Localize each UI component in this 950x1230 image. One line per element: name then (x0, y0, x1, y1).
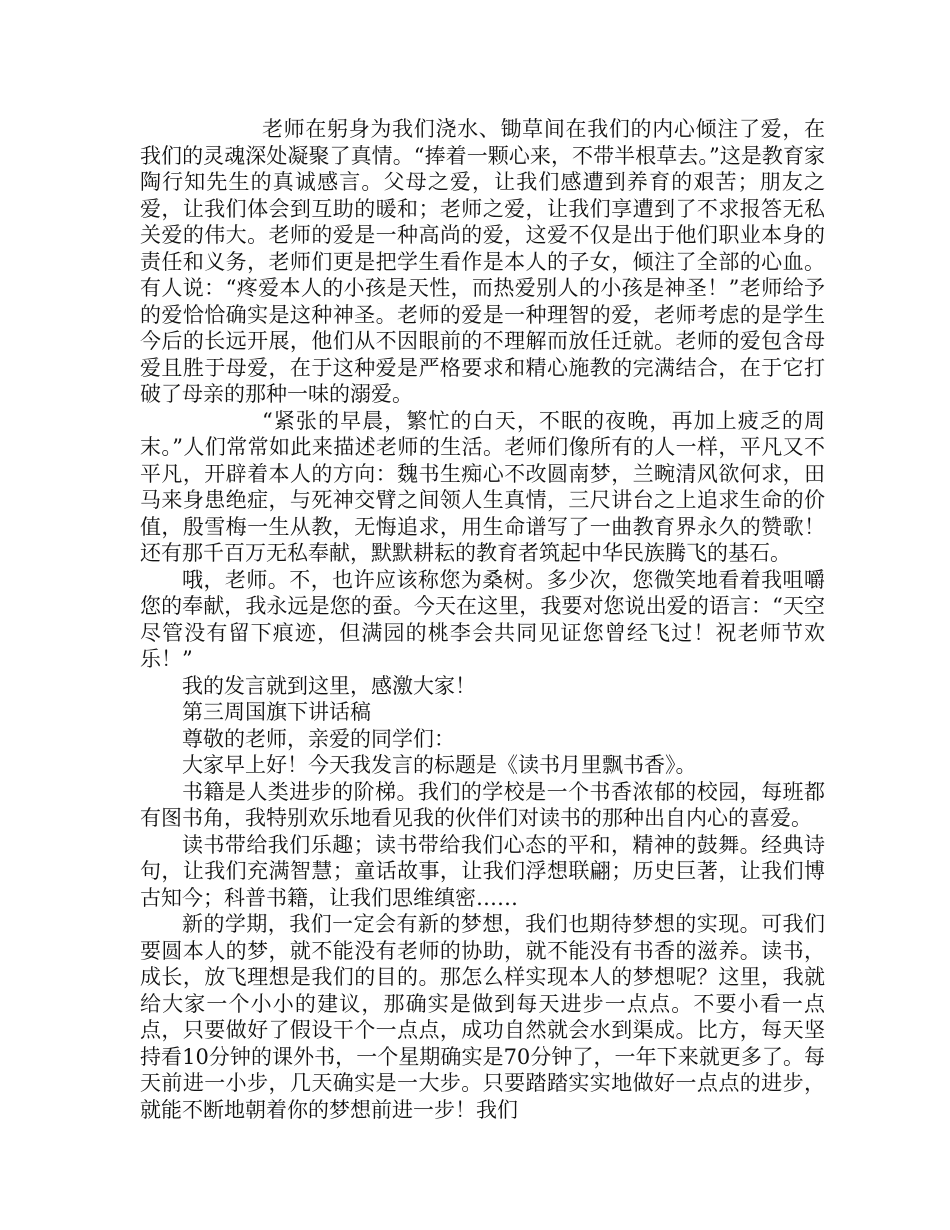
paragraph-books-ladder: 书籍是人类进步的阶梯。我们的学校是一个书香浓郁的校园，每班都有图书角，我特别欢乐地看见我的伙伴们对读书的那种出自内心的喜爱。 (140, 779, 825, 830)
document-body (140, 116, 825, 1123)
paragraph-closing: 我的发言就到这里，感激大家！ (182, 673, 476, 698)
paragraph-new-term: 新的学期，我们一定会有新的梦想，我们也期待梦想的实现。可我们要圆本人的梦，就不能没有老师的协助，就不能没有书香的滋养。读书，成长，放飞理想是我们的目的。那怎么样实现本人的梦想呢？这里，我就给大家一个小小的建议，那确实是做到每天进步一点点。不要小看一点点，只要做好了假设干个一点点，成功自然就会水到渠成。比方，每天坚持看10分钟的课外书，一个星期确实是70分钟了，一年下来就更多了。每天前进一小步，几天确实是一大步。只要踏踏实实地做好一点点的进步，就能不断地朝着你的梦想前进一步！我们 (140, 912, 825, 1122)
paragraph-teacher-love: 老师在躬身为我们浇水、锄草间在我们的内心倾注了爱，在我们的灵魂深处凝聚了真情。“捧着一颗心来，不带半根草去。”这是教育家陶行知先生的真诚感言。父母之爱，让我们感遭到养育的艰苦；朋友之爱，让我们体会到互助的暖和；老师之爱，让我们享遭到了不求报答无私关爱的伟大。老师的爱是一种高尚的爱，这爱不仅是出于他们职业本身的责任和义务，老师们更是把学生看作是本人的子女，倾注了全部的心血。有人说：“疼爱本人的小孩是天性，而热爱别人的小孩是神圣！”老师给予的爱恰恰确实是这种神圣。老师的爱是一种理智的爱，老师考虑的是学生今后的长远开展，他们从不因眼前的不理解而放任迁就。老师的爱包含母爱且胜于母爱，在于这种爱是严格要求和精心施教的完满结合，在于它打破了母亲的那种一味的溺爱。 (140, 117, 825, 406)
paragraph-reading-joy: 读书带给我们乐趣；读书带给我们心态的平和，精神的鼓舞。经典诗句，让我们充满智慧；童话故事，让我们浮想联翩；历史巨著，让我们博古知今；科普书籍，让我们思维缜密…… (140, 832, 825, 910)
section-heading: 第三周国旗下讲话稿 (182, 700, 371, 724)
paragraph-greeting: 大家早上好！今天我发言的标题是《读书月里飘书香》。 (182, 753, 697, 777)
paragraph-mulberry: 哦，老师。不，也许应该称您为桑树。多少次，您微笑地看着我咀嚼您的奉献，我永远是您的蚕。今天在这里，我要对您说出爱的语言：“天空尽管没有留下痕迹，但满园的桃李会共同见证您曾经飞过！祝老师节欢乐！” (140, 567, 825, 671)
paragraph-teacher-life: “紧张的早晨，繁忙的白天，不眠的夜晚，再加上疲乏的周末。”人们常常如此来描述老师的生活。老师们像所有的人一样，平凡又不平凡，开辟着本人的方向：魏书生痴心不改圆南梦，兰畹清风欲何求，田马来身患绝症，与死神交臂之间领人生真情，三尺讲台之上追求生命的价值，殷雪梅一生从教，无悔追求，用生命谱写了一曲教育界永久的赞歌！还有那千百万无私奉献，默默耕耘的教育者筑起中华民族腾飞的基石。 (140, 408, 825, 565)
salutation: 尊敬的老师，亲爱的同学们： (182, 726, 455, 751)
